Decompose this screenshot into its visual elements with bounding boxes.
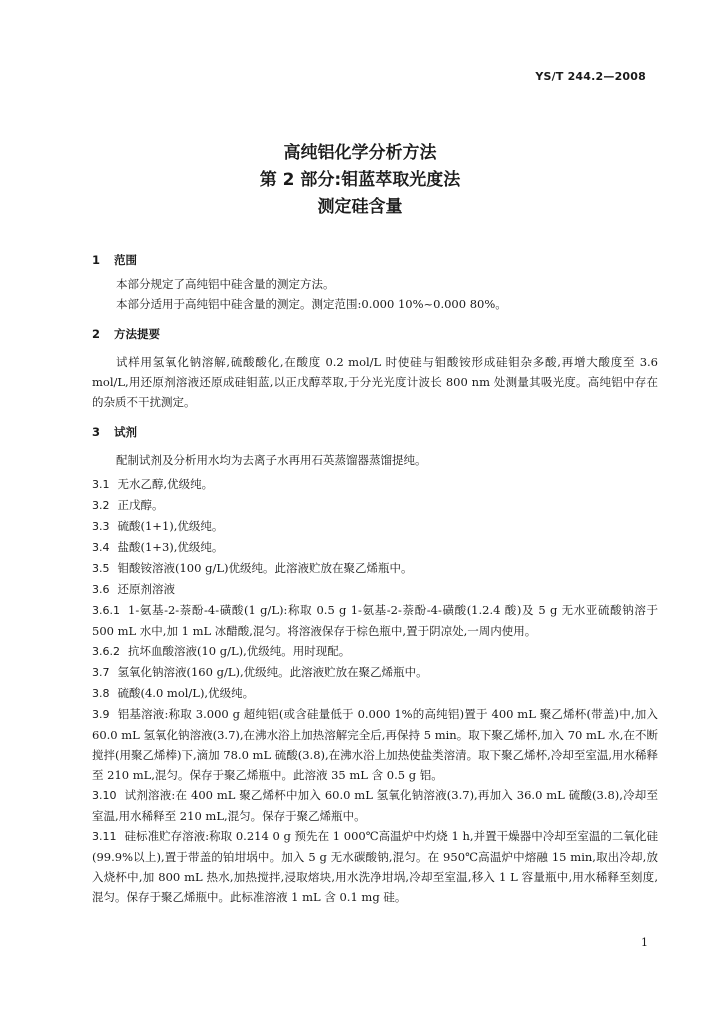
section-title: 试剂 xyxy=(114,425,137,439)
reagent-item xyxy=(92,826,658,907)
paragraph: 配制试剂及分析用水均为去离子水再用石英蒸馏器蒸馏提纯。 xyxy=(116,453,427,467)
item-text: 抗坏血酸溶液(10 g/L),优级纯。用时现配。 xyxy=(128,644,351,658)
item-number: 3.9 xyxy=(92,708,110,721)
section-number: 1 xyxy=(92,253,101,267)
item-number: 3.2 xyxy=(92,499,110,512)
item-text: 无水乙醇,优级纯。 xyxy=(117,477,214,491)
reagent-item xyxy=(92,704,658,785)
section-number: 2 xyxy=(92,327,101,341)
section-title: 方法提要 xyxy=(114,327,160,341)
reagent-item xyxy=(92,495,658,516)
reagent-item xyxy=(92,785,658,826)
reagent-item xyxy=(92,641,658,662)
item-text: 1-氨基-2-萘酚-4-磺酸(1 g/L):称取 0.5 g 1-氨基-2-萘酚-4-磺酸(1.2.4 酸)及 5 g 无水亚硫酸钠溶于 500 mL 水中,加 1 mL 冰醋酸,混匀。将溶液保存于棕色瓶中,置于阴凉处,一周内使用。 xyxy=(92,603,658,638)
item-text: 正戊醇。 xyxy=(117,498,164,512)
item-number: 3.5 xyxy=(92,562,110,575)
section-number: 3 xyxy=(92,425,101,439)
reagent-item xyxy=(92,683,658,704)
item-text: 铝基溶液:称取 3.000 g 超纯铝(或含硅量低于 0.000 1%的高纯铝)置于 400 mL 聚乙烯杯(带盖)中,加入 60.0 mL 氢氧化钠溶液(3.7),在沸水浴上加热溶解完全后,再保持 5 min。取下聚乙烯杯,加入 70 mL 水,在不断搅拌(用聚乙烯棒)下,滴加 78.0 mL 硫酸(3.8),在沸水浴上加热使盐类溶清。取下聚乙烯杯,冷却至室温,用水稀释至 210 mL,混匀。保存于聚乙烯瓶中。此溶液 35 mL 含 0.5 g 铝。 xyxy=(92,707,658,782)
item-text: 还原剂溶液 xyxy=(117,582,175,596)
item-text: 硅标准贮存溶液:称取 0.214 0 g 预先在 1 000℃高温炉中灼烧 1 h,并置干燥器中冷却至室温的二氧化硅(99.9%以上),置于带盖的铂坩埚中。加入 5 g 无水碳酸钠,混匀。在 950℃高温炉中熔融 15 min,取出冷却,放入烧杯中,加 800 mL 热水,加热搅拌,浸取熔块,用水洗净坩埚,冷却至室温,移入 1 L 容量瓶中,用水稀释至刻度,混匀。保存于聚乙烯瓶中。此标准溶液 1 mL 含 0.1 mg 硅。 xyxy=(92,829,658,904)
reagent-item xyxy=(92,537,658,558)
item-text: 硫酸(4.0 mol/L),优级纯。 xyxy=(117,686,255,700)
document-body xyxy=(92,250,658,907)
reagent-item xyxy=(92,662,658,683)
item-text: 硫酸(1+1),优级纯。 xyxy=(117,519,224,533)
reagent-item xyxy=(92,558,658,579)
item-number: 3.1 xyxy=(92,478,110,491)
item-number: 3.6.2 xyxy=(92,645,120,658)
reagent-item xyxy=(92,579,658,600)
item-text: 试剂溶液:在 400 mL 聚乙烯杯中加入 60.0 mL 氢氧化钠溶液(3.7),再加入 36.0 mL 硫酸(3.8),冷却至室温,用水稀释至 210 mL,混匀。保存于聚乙烯瓶中。 xyxy=(92,788,658,823)
reagent-item xyxy=(92,600,658,641)
item-number: 3.3 xyxy=(92,520,110,533)
standard-code: YS/T 244.2—2008 xyxy=(535,70,646,83)
item-text: 钼酸铵溶液(100 g/L)优级纯。此溶液贮放在聚乙烯瓶中。 xyxy=(117,561,413,575)
paragraph: 试样用氢氧化钠溶解,硫酸酸化,在酸度 0.2 mol/L 时使硅与钼酸铵形成硅钼杂多酸,再增大酸度至 3.6 mol/L,用还原剂溶液还原成硅钼蓝,以正戊醇萃取,于分光光度计波长 800 nm 处测量其吸光度。高纯铝中存在的杂质不干扰测定。 xyxy=(92,355,658,409)
page-number: 1 xyxy=(641,936,648,949)
section-title: 范围 xyxy=(114,253,137,267)
title-line-1: 高纯铝化学分析方法 xyxy=(283,143,437,163)
item-number: 3.6.1 xyxy=(92,604,120,617)
item-number: 3.7 xyxy=(92,666,110,679)
reagent-item xyxy=(92,474,658,495)
item-number: 3.11 xyxy=(92,830,117,843)
item-number: 3.10 xyxy=(92,789,117,802)
paragraph: 本部分规定了高纯铝中硅含量的测定方法。 xyxy=(116,277,335,291)
section-heading-reagents xyxy=(92,422,658,442)
item-number: 3.8 xyxy=(92,687,110,700)
title-line-2: 第 2 部分:钼蓝萃取光度法 xyxy=(259,170,461,190)
paragraph: 本部分适用于高纯铝中硅含量的测定。测定范围:0.000 10%~0.000 80%。 xyxy=(116,297,507,311)
section-heading-principle xyxy=(92,324,658,344)
item-number: 3.6 xyxy=(92,583,110,596)
section-heading-scope xyxy=(92,250,658,270)
document-title xyxy=(0,140,720,221)
item-text: 氢氧化钠溶液(160 g/L),优级纯。此溶液贮放在聚乙烯瓶中。 xyxy=(117,665,428,679)
item-text: 盐酸(1+3),优级纯。 xyxy=(117,540,224,554)
title-line-3: 测定硅含量 xyxy=(317,197,403,217)
reagent-item xyxy=(92,516,658,537)
item-number: 3.4 xyxy=(92,541,110,554)
